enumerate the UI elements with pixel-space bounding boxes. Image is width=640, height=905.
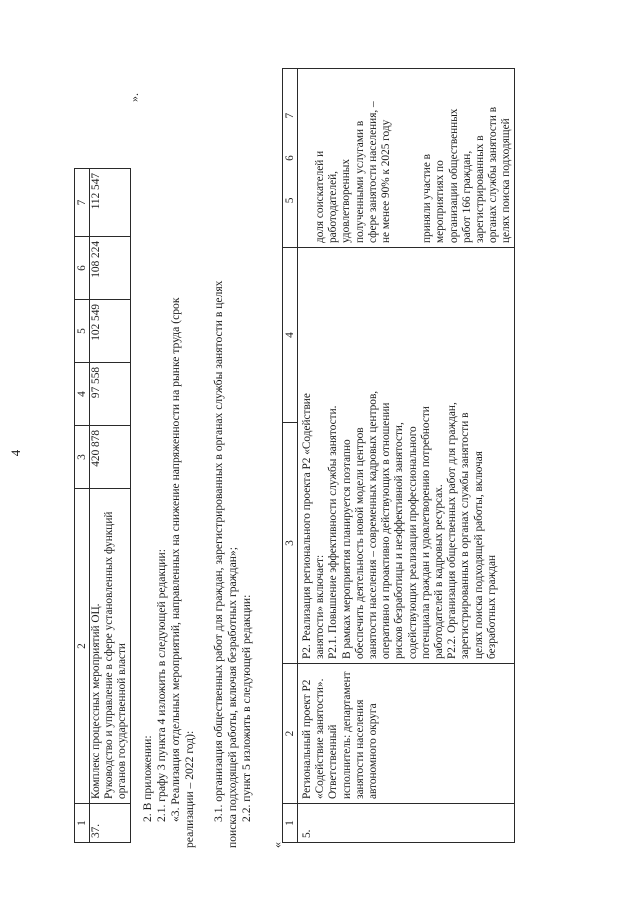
row-name-line: Руководство и управление в сфере установленных функций [103, 511, 116, 799]
table-top-header-row [75, 169, 90, 843]
description-line: содействующих реализации профессионального [406, 426, 419, 659]
indicator-line: приняли участие в [421, 153, 434, 243]
header-cell: 2 [75, 489, 90, 804]
description-line: безработных граждан [485, 554, 498, 659]
value-cell: 112 547 [90, 169, 131, 237]
indicators-cell [298, 69, 515, 248]
indicator-line: мероприятиях по [434, 160, 447, 243]
project-name-line: Региональный проект Р2 [301, 679, 313, 799]
header-cell [283, 69, 298, 248]
description-line: занятости населения – современных кадровых центров, [367, 390, 380, 659]
header-cell [283, 248, 298, 423]
indicator-line: зарегистрированных в [474, 135, 487, 243]
closing-quote: ». [127, 93, 141, 102]
description-line: В рамках мероприятия планируется поэтапно [340, 439, 353, 659]
indicator-line: работ 166 граждан, [460, 150, 473, 243]
value-cell: 108 224 [90, 237, 131, 300]
header-cell-label: 6 [284, 155, 296, 161]
row-name [90, 489, 131, 804]
value-cell: 420 878 [90, 426, 131, 489]
indicator-line: работодателей, [327, 171, 340, 243]
indicator-line: организации общественных [447, 108, 460, 243]
description-line: рисков безработицы и неэффективной занятости, [393, 422, 406, 659]
header-cell: 5 [75, 300, 90, 363]
row-number: 37. [90, 804, 131, 843]
table-top [74, 168, 131, 843]
header-cell: 2 [283, 664, 298, 804]
description-cell [298, 248, 515, 664]
project-name-line: «Содействие занятости». [314, 678, 327, 799]
description-line: Р2. Реализация регионального проекта Р2 «Содействие [301, 393, 313, 659]
table-bottom-header-row [283, 69, 298, 843]
row-name-line: органов государственной власти [116, 643, 129, 799]
description-line: потенциала граждан и удовлетворению потребности [419, 406, 432, 659]
indicator-line: целях поиска подходящей [500, 118, 513, 243]
description-line: зарегистрированных в органах службы занятости в [459, 412, 472, 659]
project-name-line: исполнитель: департамент [340, 671, 353, 799]
paragraph-3-1-line1: 3.1. организация общественных работ для граждан, зарегистрированных в органах службы занятости в целях [212, 280, 225, 822]
paragraph-3-line2: реализации – 2022 год): [183, 730, 196, 848]
description-line: оперативно и проактивно действующих в отношении [380, 402, 393, 659]
value-cell: 97 558 [90, 363, 131, 426]
table-row [90, 169, 131, 843]
paragraph-2: 2. В приложении: [141, 735, 154, 822]
opening-quote: « [270, 842, 284, 848]
header-cell-label: 4 [284, 332, 296, 338]
row-name-line: Комплекс процессных мероприятий ОЦ. [90, 603, 102, 799]
description-line: Р2.1. Повышение эффективности службы занятости. [327, 405, 340, 659]
header-cell: 3 [283, 423, 298, 664]
table-bottom [282, 68, 515, 843]
indicator-line: органах службы занятости в [487, 106, 500, 243]
project-name-line: Ответственный [327, 724, 340, 799]
header-cell: 1 [283, 804, 298, 843]
description-line: работодателей в кадровых ресурсах. [433, 484, 446, 659]
indicator-line: сфере занятости населения, – [366, 101, 379, 243]
header-cell-label: 5 [284, 197, 296, 204]
description-line: целях поиска подходящей работы, включая [472, 451, 485, 659]
indicator-line: не менее 90% к 2025 году [380, 119, 393, 243]
header-cell: 1 [75, 804, 90, 843]
description-line: Р2.2. Организация общественных работ для граждан, [446, 402, 459, 659]
description-line: занятости» включает: [314, 554, 327, 659]
page-number: 4 [8, 449, 23, 457]
paragraph-3-1-line2: поиска подходящей работы, включая безработных граждан»; [226, 547, 239, 848]
header-cell-label: 7 [284, 112, 296, 119]
table-row [298, 69, 515, 843]
project-name-line: занятости населения [353, 699, 366, 799]
header-cell: 3 [75, 426, 90, 489]
header-cell: 7 [75, 169, 90, 237]
paragraph-3-line1: «3. Реализация отдельных мероприятий, направленных на снижение напряженности на рынке труда (срок [169, 297, 182, 822]
indicator-line: удовлетворенных [340, 158, 353, 243]
paragraph-2-1: 2.1. графу 3 пункта 4 изложить в следующей редакции: [155, 549, 168, 822]
header-cell: 6 [75, 237, 90, 300]
value-cell: 102 549 [90, 300, 131, 363]
project-name-cell [298, 664, 515, 804]
header-cell: 4 [75, 363, 90, 426]
indicator-line: доля соискателей и [314, 150, 326, 243]
description-line: обеспечить деятельность новой модели центров [353, 427, 366, 659]
row-number: 5. [298, 804, 515, 843]
project-name-line: автономного округа [367, 703, 380, 799]
paragraph-2-2: 2.2. пункт 5 изложить в следующей редакции: [240, 594, 253, 822]
indicator-line: полученными услугами в [353, 120, 366, 243]
